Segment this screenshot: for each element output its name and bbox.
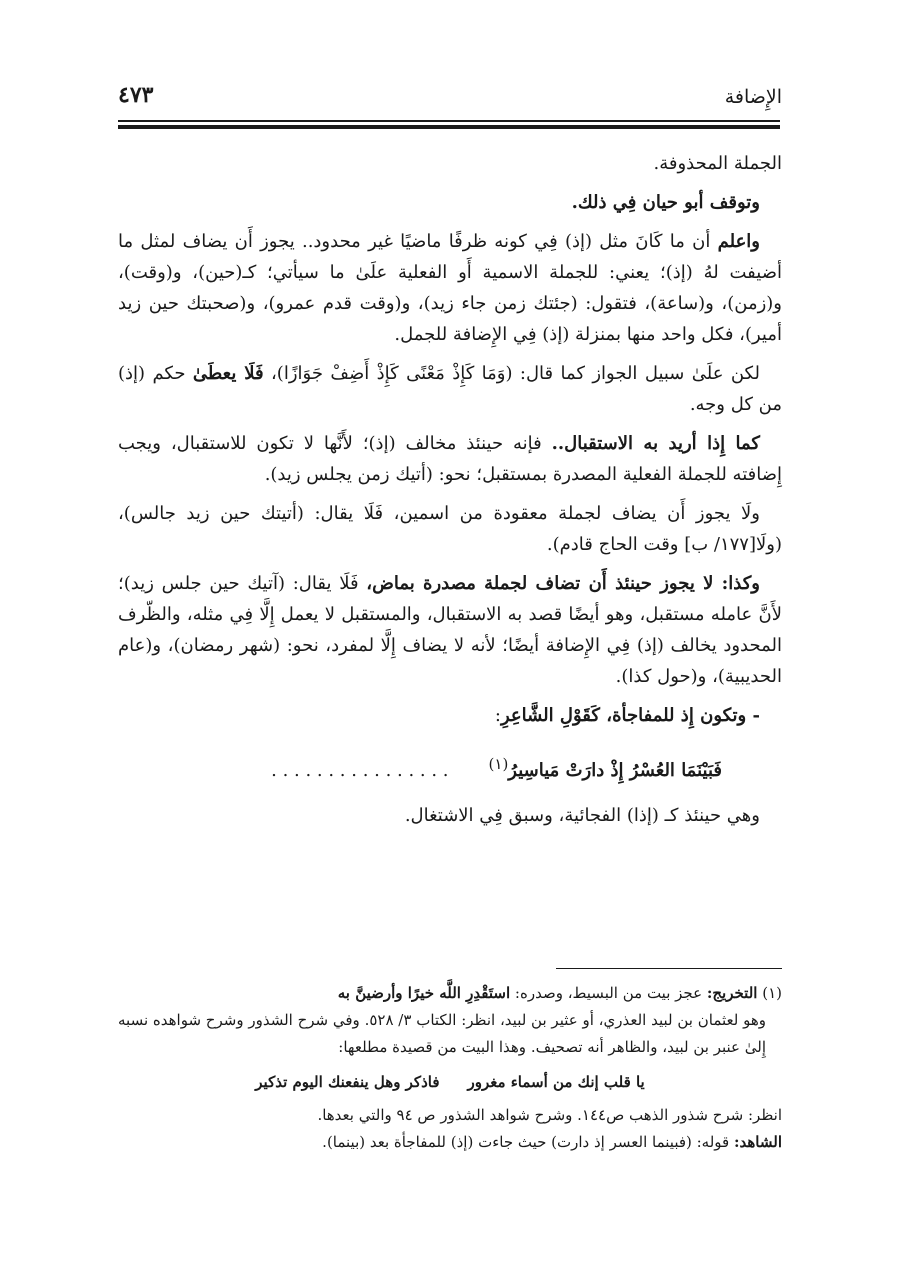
header-rule-thin xyxy=(118,120,780,122)
footnote-verse-second: فاذكر وهل ينفعنك اليوم تذكير xyxy=(255,1073,440,1091)
paragraph xyxy=(118,428,782,490)
footnote-separator xyxy=(556,968,782,969)
bold-lead: كما إِذا أريد به الاستقبال.. xyxy=(551,433,760,454)
paragraph xyxy=(118,358,782,420)
footnote-line xyxy=(118,1129,782,1156)
footnote-line: انظر: شرح شذور الذهب ص١٤٤. وشرح شواهد الشذور ص ٩٤ والتي بعدها. xyxy=(317,1106,782,1124)
paragraph-text: : xyxy=(494,705,501,726)
footnote-number: (١) xyxy=(757,984,782,1002)
bold-lead: فَلَا يعطَىٰ xyxy=(192,363,264,384)
paragraph-text: حكم (إذ) من كل وجه. xyxy=(118,363,782,415)
footnote-line: وهو لعثمان بن لبيد العذري، أو عثير بن لبيد، انظر: الكتاب ٣/ ٥٢٨. وفي شرح الشذور وشرح شواهده نسبه إِلىٰ عنبر بن لبيد، والظاهر أنه تصحيف. وهذا البيت من قصيدة مطلعها: xyxy=(118,1011,767,1056)
footnote-verse-first-half: استَقْدِرِ اللَّه خيرًا وأرضينَّ به xyxy=(337,984,511,1002)
bold-lead: - وتكون إِذ للمفاجأة، كَقَوْلِ الشَّاعِرِ xyxy=(500,705,760,726)
footnote-text: عجز بيت من البسيط، وصدره: xyxy=(510,984,707,1002)
verse-ellipsis: . . . . . . . . . . . . . . . . xyxy=(271,760,449,781)
paragraph-text: فإنه حينئذ مخالف (إذ)؛ لأَنَّها لا تكون للاستقبال، ويجب إِضافته للجملة الفعلية المصدرة بمستقبل؛ نحو: (أتيك زمن يجلس زيد). xyxy=(118,433,782,485)
footnote-verse-first: يا قلب إنك من أسماء مغرور xyxy=(467,1073,645,1091)
footnote-line xyxy=(118,980,782,1007)
paragraph-text: أن ما كَانَ مثل (إذ) فِي كونه ظرفًا ماضيًا غير محدود.. يجوز أَن يضاف لمثل ما أضيفت لهُ (إذ)؛ يعني: للجملة الاسمية أَو الفعلية علَىٰ ما سيأتي؛ كـ(حين)، و(وقت)، و(زمن)، و(ساعة)، فتقول: (جئتك زمن جاء زيد)، و(وقت قدم عمرو)، و(صحبتك حين زيد أمير)، فكل واحد منها بمنزلة (إذ) فِي الإِضافة للجمل. xyxy=(118,231,782,345)
paragraph-text: فَلَا يقال: (آتيك حين جلس زيد)؛ لأَنَّ عامله مستقبل، وهو أيضًا قصد به الاستقبال، والمستقبل لا يعمل إِلَّا فِي مثله، والظّرف المحدود يخالف (إذ) فِي الإِضافة أيضًا؛ لأنه لا يضاف إِلَّا لمفرد، نحو: (شهر رمضان)، و(عام الحديبية)، و(حول كذا). xyxy=(118,573,782,687)
poetry-verse xyxy=(118,749,782,786)
page-number: ٤٧٣ xyxy=(118,82,154,108)
verse-hemistich: فَبَيْنَمَا العُسْرُ إِذْ دارَتْ مَياسِيرُ xyxy=(508,760,722,781)
footnote-verse xyxy=(118,1069,782,1096)
header-rule-thick xyxy=(118,125,780,129)
footnote-label: الشاهد: xyxy=(733,1133,782,1151)
footnote-label: التخريج: xyxy=(706,984,758,1002)
paragraph-text: لكن علَىٰ سبيل الجواز كما قال: (وَمَا كَإِذْ مَعْنًى كَإِذْ أَضِفْ جَوَازًا)، xyxy=(263,363,760,384)
paragraph xyxy=(118,700,782,731)
footnote-mark: (١) xyxy=(488,755,509,773)
paragraph xyxy=(118,226,782,350)
paragraph: الجملة المحذوفة. xyxy=(653,153,782,174)
footnote xyxy=(118,980,782,1156)
paragraph: وهي حينئذ كـ (إذا) الفجائية، وسبق فِي الاشتغال. xyxy=(404,805,760,826)
paragraph: وتوقف أبو حيان فِي ذلك. xyxy=(571,192,760,213)
paragraph xyxy=(118,568,782,692)
paragraph: ولَا يجوز أَن يضاف لجملة معقودة من اسمين، فَلَا يقال: (أتيتك حين زيد جالس)، (ولَا[١٧٧/ ب] وقت الحاج قادم). xyxy=(118,503,782,555)
running-header-title: الإِضافة xyxy=(724,86,782,108)
bold-lead: واعلم xyxy=(717,231,760,252)
footnote-text: قوله: (فبينما العسر إذ دارت) حيث جاءت (إذ) للمفاجأة بعد (بينما). xyxy=(322,1133,734,1151)
bold-lead: وكذا: لا يجوز حينئذ أَن تضاف لجملة مصدرة بماض، xyxy=(366,573,760,594)
main-text xyxy=(118,148,782,839)
